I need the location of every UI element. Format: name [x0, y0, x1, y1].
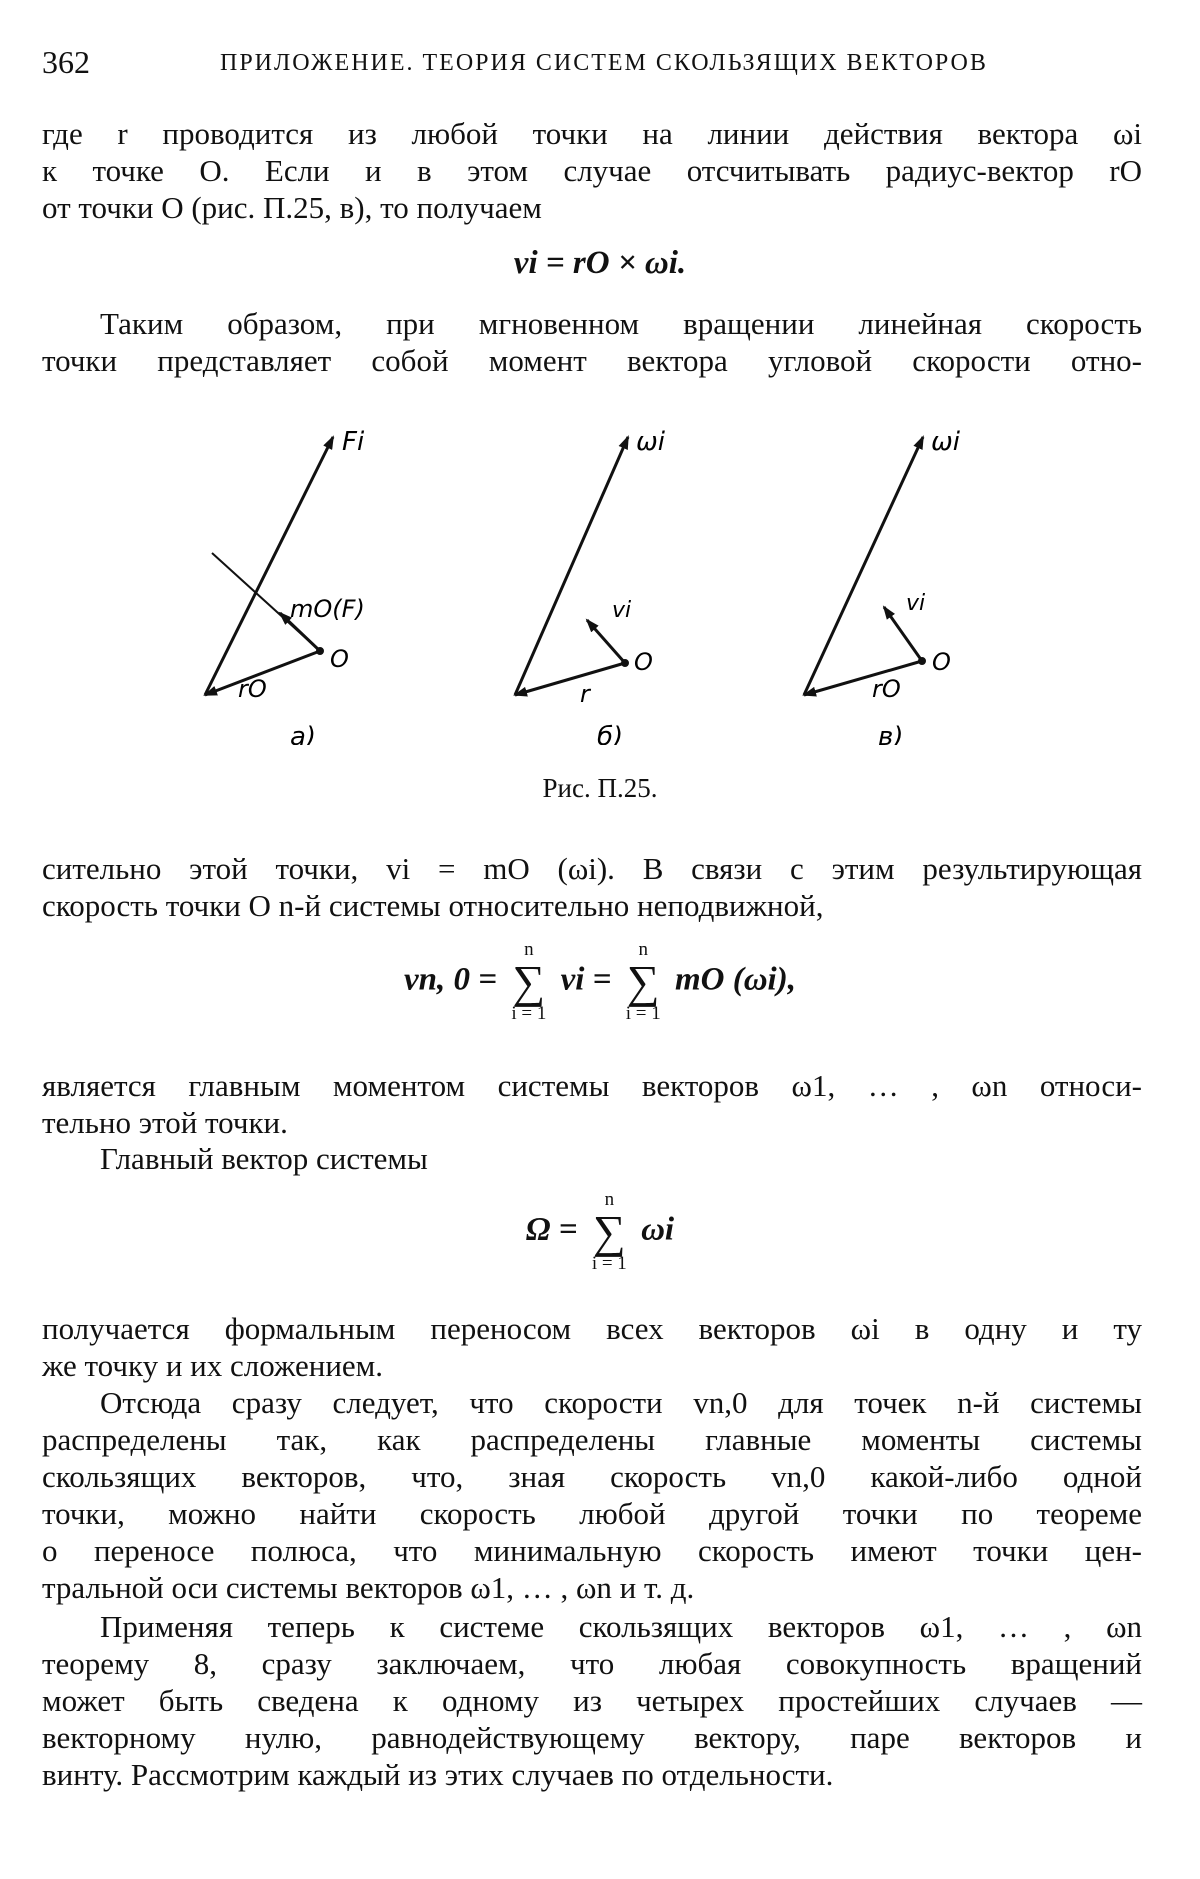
figure-panel-c — [804, 437, 925, 695]
paragraph-8 — [42, 1608, 1142, 1793]
page-number: 362 — [42, 44, 90, 80]
radius-vector-arrow — [804, 661, 922, 695]
formula-lhs: Ω = — [525, 1211, 578, 1248]
sum-lower-limit: i = 1 — [625, 1003, 661, 1024]
figure-caption: Рис. П.25. — [542, 773, 658, 803]
paragraph-line: Отсюда сразу следует, что скорости vn,0 для точек n-й системы — [100, 1385, 1142, 1420]
sum-symbol — [626, 940, 661, 1024]
formula-main-vector — [0, 1190, 1200, 1274]
point-o — [623, 661, 628, 666]
paragraph-3 — [42, 850, 1142, 924]
subcaption-c: в) — [878, 722, 904, 745]
sum-upper-limit: n — [524, 939, 534, 960]
label-moment-b: vi — [612, 598, 632, 623]
subcaption-a: а) — [290, 722, 317, 745]
paragraph-line: скорость точки O n-й системы относительно неподвижной, — [42, 888, 824, 923]
figure-drawing — [150, 405, 1020, 745]
label-point-a: O — [330, 645, 349, 673]
page-header — [42, 44, 1142, 84]
paragraph-line: Таким образом, при мгновенном вращении линейная скорость — [100, 306, 1142, 341]
paragraph-line: от точки O (рис. П.25, в), то получаем — [42, 190, 542, 225]
label-radius-a: rO — [238, 675, 267, 703]
label-moment-a: mO(F) — [290, 595, 365, 623]
running-title: ПРИЛОЖЕНИЕ. ТЕОРИЯ СИСТЕМ СКОЛЬЗЯЩИХ ВЕКТОРОВ — [220, 50, 988, 76]
paragraph-line: распределены так, как распределены главные моменты системы — [42, 1422, 1142, 1457]
sum-symbol — [511, 940, 546, 1024]
paragraph-5 — [42, 1140, 1142, 1177]
formula-term: mO (ωi), — [674, 961, 796, 998]
paragraph-line: тельно этой точки. — [42, 1105, 288, 1140]
paragraph-line: Применяя теперь к системе скользящих векторов ω1, … , ωn — [100, 1609, 1142, 1644]
paragraph-line: к точке O. Если и в этом случае отсчитывать радиус-вектор rO — [42, 153, 1142, 188]
formula-term: vi = — [560, 961, 612, 998]
paragraph-2 — [42, 305, 1142, 379]
formula-term: ωi — [641, 1211, 675, 1248]
paragraph-6 — [42, 1310, 1142, 1384]
paragraph-line: векторному нулю, равнодействующему вектору, паре векторов и — [42, 1720, 1142, 1755]
formula-text: vi = rO × ωi. — [513, 245, 687, 281]
sigma-icon: ∑ — [592, 1206, 626, 1257]
sigma-icon: ∑ — [512, 956, 546, 1007]
radius-vector-arrow — [515, 663, 625, 695]
paragraph-line: же точку и их сложением. — [42, 1348, 384, 1383]
sum-upper-limit: n — [638, 939, 648, 960]
formula-velocity — [0, 245, 1200, 282]
paragraph-line: является главным моментом системы векторов ω1, … , ωn относи- — [42, 1068, 1142, 1103]
formula-lhs: vn, 0 = — [404, 961, 498, 998]
label-vector-b: ωi — [636, 427, 665, 457]
sum-symbol — [592, 1190, 627, 1274]
label-vector-c: ωi — [931, 427, 960, 457]
sigma-icon: ∑ — [626, 956, 660, 1007]
sum-lower-limit: i = 1 — [591, 1253, 627, 1274]
label-moment-c: vi — [906, 591, 926, 616]
paragraph-line: сительно этой точки, vi = mO (ωi). В связи с этим результирующая — [42, 851, 1142, 886]
label-vector-a: Fi — [342, 427, 365, 457]
paragraph-7 — [42, 1384, 1142, 1606]
label-radius-b: r — [580, 680, 590, 708]
point-o — [920, 659, 925, 664]
figure-p25 — [150, 405, 1020, 745]
paragraph-line: точки представляет собой момент вектора угловой скорости отно- — [42, 343, 1142, 378]
paragraph-line: скользящих векторов, что, зная скорость vn,0 какой-либо одной — [42, 1459, 1142, 1494]
paragraph-line: тральной оси системы векторов ω1, … , ωn и т. д. — [42, 1570, 695, 1605]
point-o — [318, 649, 323, 654]
paragraph-line: получается формальным переносом всех векторов ωi в одну и ту — [42, 1311, 1142, 1346]
paragraph-line: может быть сведена к одному из четырех простейших случаев — — [42, 1683, 1142, 1718]
figure-panel-a — [205, 437, 333, 695]
paragraph-1 — [42, 115, 1142, 226]
omega-vector-arrow — [515, 437, 628, 695]
label-radius-c: rO — [872, 675, 901, 703]
subcaption-b: б) — [597, 722, 624, 745]
sum-upper-limit: n — [604, 1189, 615, 1210]
velocity-vector-arrow — [587, 620, 625, 663]
paragraph-line: Главный вектор системы — [100, 1141, 428, 1176]
figure-panel-b — [515, 437, 628, 695]
paragraph-line: теорему 8, сразу заключаем, что любая совокупность вращений — [42, 1646, 1142, 1681]
paragraph-line: где r проводится из любой точки на линии действия вектора ωi — [42, 116, 1142, 151]
label-point-b: O — [634, 648, 653, 676]
formula-sum-velocity — [0, 940, 1200, 1024]
paragraph-4 — [42, 1067, 1142, 1141]
omega-vector-arrow — [804, 437, 926, 695]
paragraph-line: о переносе полюса, что минимальную скорость имеют точки цен- — [42, 1533, 1142, 1568]
label-point-c: O — [932, 648, 951, 676]
paragraph-line: точки, можно найти скорость любой другой точки по теореме — [42, 1496, 1142, 1531]
sum-lower-limit: i = 1 — [511, 1003, 547, 1024]
paragraph-line: винту. Рассмотрим каждый из этих случаев по отдельности. — [42, 1757, 834, 1792]
force-vector-arrow — [205, 437, 333, 695]
